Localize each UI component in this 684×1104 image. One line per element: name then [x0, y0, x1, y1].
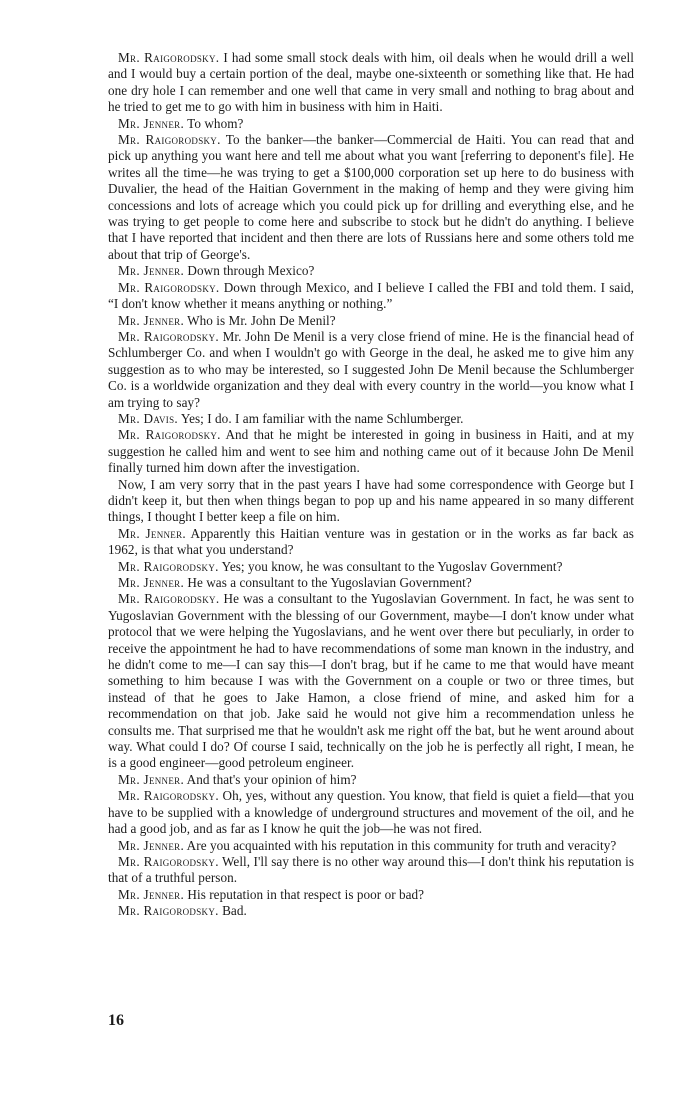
speaker-name: Mr. Davis. [118, 410, 178, 426]
speaker-name: Mr. Raigorodsky. [118, 328, 220, 344]
speaker-name: Mr. Jenner. [118, 312, 185, 328]
speech-text: Bad. [218, 903, 247, 919]
transcript-paragraph [108, 427, 634, 476]
speaker-name: Mr. Jenner. [118, 115, 185, 131]
speech-text: Apparently this Haitian venture was in gestation or in the works as far back as 1962, is that what you understand? [108, 525, 634, 558]
speech-text: Down through Mexico, and I believe I called the FBI and told them. I said, “I don't know whether it means anything or nothing.” [108, 279, 635, 312]
speech-text: He was a consultant to the Yugoslavian Government? [184, 575, 472, 590]
speaker-name: Mr. Jenner. [118, 837, 185, 853]
transcript-paragraph [108, 477, 634, 526]
speech-text: Are you acquainted with his reputation in this community for truth and veracity? [184, 837, 617, 853]
speaker-name: Mr. Raigorodsky. [118, 903, 219, 919]
transcript-paragraph [108, 559, 634, 575]
transcript-paragraph [108, 854, 634, 887]
transcript-paragraph [108, 591, 634, 771]
speaker-name: Mr. Raigorodsky. [118, 279, 220, 295]
speaker-name: Mr. Raigorodsky. [118, 591, 220, 607]
speech-text: Now, I am very sorry that in the past years I have had some correspondence with George but I didn't keep it, but then when things began to pop up and his name appeared in so many different things, I thought I better keep a file on him. [108, 476, 634, 525]
speaker-name: Mr. Jenner. [118, 525, 186, 541]
transcript-paragraph [108, 329, 634, 411]
speech-text: And that's your opinion of him? [184, 771, 357, 787]
speaker-name: Mr. Jenner. [118, 575, 185, 590]
transcript-paragraph [108, 772, 634, 788]
transcript-paragraph [108, 788, 634, 837]
speech-text: Mr. John De Menil is a very close friend of mine. He is the financial head of Schlumberger Co. and when I wouldn't go with George in the deal, he asked me to give him any suggestion as to who may be interested, so I suggested John De Menil because the Schlumberger Co. is a worldwide organization and they deal with every country in the world—you know what I am trying to say? [108, 328, 634, 410]
speech-text: And that he might be interested in going in business in Haiti, and at my suggestion he called him and went to see him and nothing came out of it because John De Menil finally turned him down after the investigation. [108, 427, 635, 476]
transcript-paragraph [108, 50, 634, 116]
transcript-paragraph [108, 526, 634, 559]
transcript-page [108, 50, 634, 920]
page-number: 16 [108, 1012, 124, 1029]
transcript-paragraph [108, 313, 634, 329]
speech-text: He was a consultant to the Yugoslavian Government. In fact, he was sent to Yugoslavian Government with the blessing of our Government, maybe—I don't know under what protocol that we were helping the Yugoslavians, and he went over there but peculiarly, in order to receive the appointment he had to have recommendations of some man known in the industry, and he didn't come to me—I can say this—I don't brag, but if he came to me that would have meant something to him because I was with the Government on a couple or two or three times, but instead of that he goes to Jake Hamon, a close friend of mine, and asked him for a recommendation on that job. Jake said he would not give him a recommendation unless he consults me. That surprised me that he wouldn't ask me right off the bat, but he went around about way. What could I do? Of course I said, technically on the job he is perfectly all right, I mean, he is a good engineer—good petroleum engineer. [108, 591, 635, 771]
speech-text: His reputation in that respect is poor or bad? [184, 886, 425, 902]
speaker-name: Mr. Raigorodsky. [118, 50, 220, 65]
transcript-paragraph [108, 903, 634, 919]
speech-text: I had some small stock deals with him, oil deals when he would drill a well and I would buy a certain portion of the deal, maybe one-sixteenth or something like that. He had one dry hole I can remember and one well that came in very small and nothing to brag about and he tried to get me to go with him in business with him in Haiti. [108, 50, 634, 115]
speech-text: Down through Mexico? [184, 263, 315, 279]
transcript-paragraph [108, 280, 634, 313]
speaker-name: Mr. Jenner. [118, 263, 185, 279]
speech-text: Oh, yes, without any question. You know, that field is quiet a field—that you have to be supplied with a knowledge of underground structures and movement of the oil, and he had a good job, and as far as I know he quit the job—he was not fired. [108, 788, 635, 837]
speaker-name: Mr. Raigorodsky. [118, 427, 221, 443]
transcript-paragraph [108, 263, 634, 279]
transcript-paragraph [108, 575, 634, 591]
speaker-name: Mr. Raigorodsky. [118, 558, 219, 574]
speech-text: Who is Mr. John De Menil? [184, 312, 336, 328]
speaker-name: Mr. Raigorodsky. [118, 853, 219, 869]
speech-text: Well, I'll say there is no other way around this—I don't think his reputation is that of a truthful person. [108, 853, 634, 886]
speaker-name: Mr. Raigorodsky. [118, 132, 221, 148]
speaker-name: Mr. Raigorodsky. [118, 788, 219, 804]
transcript-paragraph [108, 838, 634, 854]
transcript-paragraph [108, 132, 634, 263]
transcript-paragraph [108, 116, 634, 132]
speech-text: To whom? [184, 115, 244, 131]
transcript-body [108, 50, 634, 920]
transcript-paragraph [108, 887, 634, 903]
speech-text: Yes; you know, he was consultant to the Yugoslav Government? [218, 558, 563, 574]
transcript-paragraph [108, 411, 634, 427]
speech-text: Yes; I do. I am familiar with the name Schlumberger. [177, 410, 464, 426]
speaker-name: Mr. Jenner. [118, 771, 185, 787]
speaker-name: Mr. Jenner. [118, 886, 185, 902]
speech-text: To the banker—the banker—Commercial de Haiti. You can read that and pick up anything you want here and tell me about what you want [referring to deponent's file]. He writes all the time—he was trying to get a $100,000 corporation set up here to do business with Duvalier, the head of the Haitian Government in the making of hemp and they were giving him concessions and lots of acreage which you could pick up for drilling and everything else, and he was trying to get people to come here and subscribe to stock but he didn't do anything. I believe that I have reported that incident and then there are lots of Russians here and some others told me about that trip of George's. [108, 132, 635, 262]
